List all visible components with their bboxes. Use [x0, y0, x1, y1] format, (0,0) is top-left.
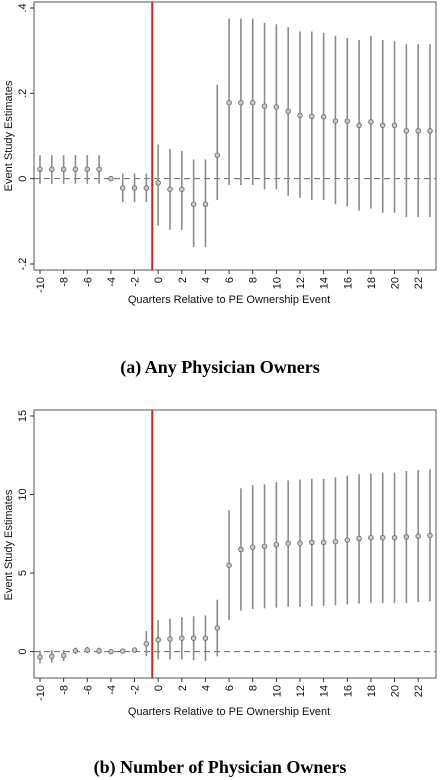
- x-tick-label: -10: [35, 685, 47, 701]
- x-axis-title: Quarters Relative to PE Ownership Event: [127, 706, 331, 718]
- point-estimate-marker: [132, 186, 137, 191]
- point-estimate-marker: [85, 167, 90, 172]
- point-estimate-marker: [262, 544, 267, 549]
- point-estimate-marker: [298, 541, 303, 546]
- point-estimate-marker: [404, 129, 409, 134]
- point-estimate-marker: [97, 167, 102, 172]
- point-estimate-marker: [262, 104, 267, 109]
- point-estimate-marker: [428, 129, 433, 134]
- plot-frame: [34, 410, 436, 678]
- point-estimate-marker: [392, 123, 397, 128]
- point-estimate-marker: [156, 638, 161, 643]
- point-estimate-marker: [416, 129, 421, 134]
- point-estimate-marker: [203, 636, 208, 641]
- point-estimate-marker: [97, 648, 102, 653]
- point-estimate-marker: [203, 202, 208, 207]
- point-estimate-marker: [132, 648, 137, 653]
- x-tick-label: 20: [389, 685, 402, 698]
- point-estimate-marker: [380, 123, 385, 128]
- x-tick-label: 22: [413, 277, 426, 290]
- point-estimate-marker: [38, 167, 43, 172]
- point-estimate-marker: [61, 167, 66, 172]
- point-estimate-marker: [120, 649, 125, 654]
- x-tick-label: -4: [105, 685, 118, 695]
- point-estimate-marker: [250, 545, 255, 550]
- point-estimate-marker: [380, 535, 385, 540]
- point-estimate-marker: [321, 540, 326, 545]
- point-estimate-marker: [239, 547, 244, 552]
- point-estimate-marker: [73, 648, 78, 653]
- point-estimate-marker: [239, 100, 244, 105]
- chart-panel-b: [3, 410, 436, 778]
- point-estimate-marker: [227, 563, 232, 568]
- point-estimate-marker: [61, 653, 66, 658]
- x-tick-label: -6: [82, 685, 95, 695]
- y-tick-label: 0: [17, 175, 29, 182]
- x-tick-label: -2: [129, 277, 142, 287]
- y-tick-label: 10: [17, 488, 29, 501]
- x-tick-label: 0: [153, 685, 166, 692]
- point-estimate-marker: [168, 637, 173, 642]
- point-estimate-marker: [345, 119, 350, 124]
- point-estimate-marker: [215, 626, 220, 631]
- x-tick-label: -10: [35, 277, 47, 293]
- point-estimate-marker: [357, 123, 362, 128]
- x-tick-label: 10: [271, 685, 284, 698]
- point-estimate-marker: [227, 100, 232, 105]
- x-tick-label: -8: [58, 685, 71, 695]
- x-tick-label: 14: [318, 685, 331, 698]
- point-estimate-marker: [333, 539, 338, 544]
- x-axis-title: Quarters Relative to PE Ownership Event: [127, 294, 331, 306]
- point-estimate-marker: [180, 187, 185, 192]
- x-tick-label: 12: [295, 685, 307, 698]
- point-estimate-marker: [144, 186, 149, 191]
- x-tick-label: 10: [271, 277, 284, 290]
- x-tick-label: 18: [365, 685, 378, 698]
- chart-panel-a: [3, 2, 436, 378]
- x-tick-label: 0: [153, 277, 166, 284]
- y-tick-label: 5: [17, 569, 29, 577]
- point-estimate-marker: [333, 119, 338, 124]
- x-tick-label: -4: [105, 277, 118, 287]
- x-tick-label: 6: [224, 277, 237, 284]
- x-tick-label: -8: [58, 277, 71, 287]
- x-tick-label: 22: [413, 685, 426, 698]
- point-estimate-marker: [345, 538, 350, 543]
- point-estimate-marker: [357, 536, 362, 541]
- y-axis-title: Event Study Estimates: [3, 489, 15, 601]
- y-tick-label: .4: [17, 3, 29, 13]
- x-tick-label: -2: [129, 685, 142, 695]
- x-tick-label: 20: [389, 277, 402, 290]
- point-estimate-marker: [109, 176, 114, 181]
- panel-caption: (a) Any Physician Owners: [120, 357, 320, 377]
- x-tick-label: 2: [176, 685, 189, 692]
- x-tick-label: 16: [342, 685, 355, 698]
- point-estimate-marker: [250, 100, 255, 105]
- point-estimate-marker: [50, 167, 55, 172]
- point-estimate-marker: [73, 167, 78, 172]
- point-estimate-marker: [298, 113, 303, 118]
- panel-caption: (b) Number of Physician Owners: [93, 757, 347, 777]
- point-estimate-marker: [156, 181, 161, 186]
- point-estimate-marker: [85, 648, 90, 653]
- point-estimate-marker: [120, 186, 125, 191]
- point-estimate-marker: [428, 533, 433, 538]
- x-tick-label: 18: [365, 277, 378, 290]
- point-estimate-marker: [144, 641, 149, 646]
- point-estimate-marker: [168, 187, 173, 192]
- y-tick-label: -.2: [17, 257, 29, 271]
- point-estimate-marker: [286, 541, 291, 546]
- point-estimate-marker: [180, 636, 185, 641]
- y-axis-ticks: [17, 410, 34, 655]
- point-estimate-marker: [369, 120, 374, 125]
- point-estimate-marker: [215, 153, 220, 158]
- x-tick-label: 16: [342, 277, 355, 290]
- point-estimate-marker: [191, 636, 196, 641]
- y-axis-ticks: [17, 3, 34, 270]
- point-estimate-marker: [310, 114, 315, 119]
- x-tick-label: 14: [318, 277, 331, 290]
- point-estimate-marker: [109, 649, 114, 654]
- point-estimate-marker: [274, 105, 279, 110]
- point-estimate-marker: [310, 540, 315, 545]
- point-estimate-marker: [404, 535, 409, 540]
- y-axis-title: Event Study Estimates: [3, 80, 15, 192]
- x-tick-label: 2: [176, 277, 189, 284]
- x-tick-label: 4: [200, 277, 213, 284]
- point-estimate-marker: [392, 535, 397, 540]
- plot-frame: [34, 2, 436, 270]
- point-estimate-marker: [321, 115, 326, 120]
- y-tick-label: .2: [17, 88, 29, 98]
- y-tick-label: 15: [17, 409, 29, 423]
- y-tick-label: 0: [17, 648, 29, 655]
- x-axis-ticks: [35, 678, 425, 701]
- point-estimate-marker: [191, 202, 196, 207]
- x-tick-label: -6: [82, 277, 95, 287]
- point-estimate-marker: [38, 655, 43, 660]
- x-axis-ticks: [35, 270, 425, 293]
- x-tick-label: 8: [247, 277, 260, 284]
- point-estimate-marker: [50, 654, 55, 659]
- point-estimate-marker: [274, 542, 279, 547]
- x-tick-label: 4: [200, 685, 213, 692]
- x-tick-label: 6: [224, 685, 237, 692]
- point-estimate-marker: [286, 109, 291, 114]
- x-tick-label: 12: [295, 277, 307, 290]
- point-estimate-marker: [416, 534, 421, 539]
- x-tick-label: 8: [247, 685, 260, 692]
- point-estimate-marker: [369, 535, 374, 540]
